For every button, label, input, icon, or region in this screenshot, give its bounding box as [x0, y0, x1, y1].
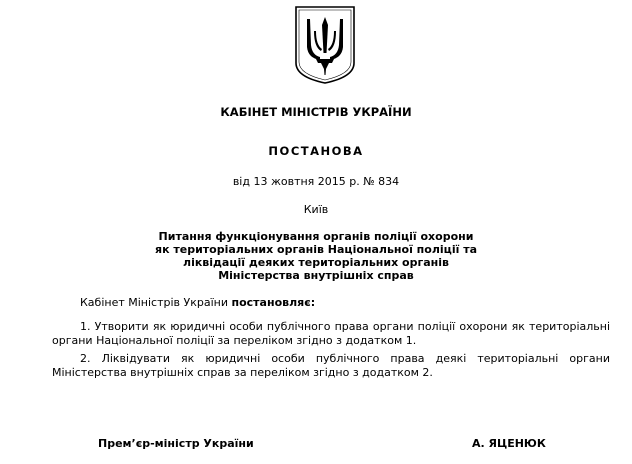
document-title	[0, 230, 632, 282]
paragraph-1: 1. Утворити як юридичні особи публічного права органи поліції охорони як територіальні органи Національної поліції за переліком згідно з додатком 1.	[52, 320, 610, 347]
document-type-heading: ПОСТАНОВА	[268, 144, 364, 158]
intro-prefix: Кабінет Міністрів України	[80, 296, 232, 309]
title-line: Міністерства внутрішніх справ	[218, 269, 414, 282]
intro-paragraph	[52, 296, 610, 310]
coat-of-arms-icon	[294, 5, 356, 85]
paragraph-2: 2. Ліквідувати як юридичні особи публічного права деякі територіальні органи Міністерства внутрішніх справ за переліком згідно з додатком 2.	[52, 352, 610, 379]
intro-resolves: постановляє:	[231, 296, 316, 309]
city-line: Київ	[303, 203, 329, 216]
issuer-heading: КАБІНЕТ МІНІСТРІВ УКРАЇНИ	[220, 105, 412, 119]
signatory-position: Прем’єр-міністр України	[98, 437, 254, 450]
signatory-name: А. ЯЦЕНЮК	[472, 437, 546, 450]
title-line: як територіальних органів Національної поліції та	[155, 243, 477, 256]
title-line: ліквідації деяких територіальних органів	[183, 256, 449, 269]
date-line: від 13 жовтня 2015 р. № 834	[232, 175, 400, 188]
title-line: Питання функціонування органів поліції охорони	[158, 230, 474, 243]
